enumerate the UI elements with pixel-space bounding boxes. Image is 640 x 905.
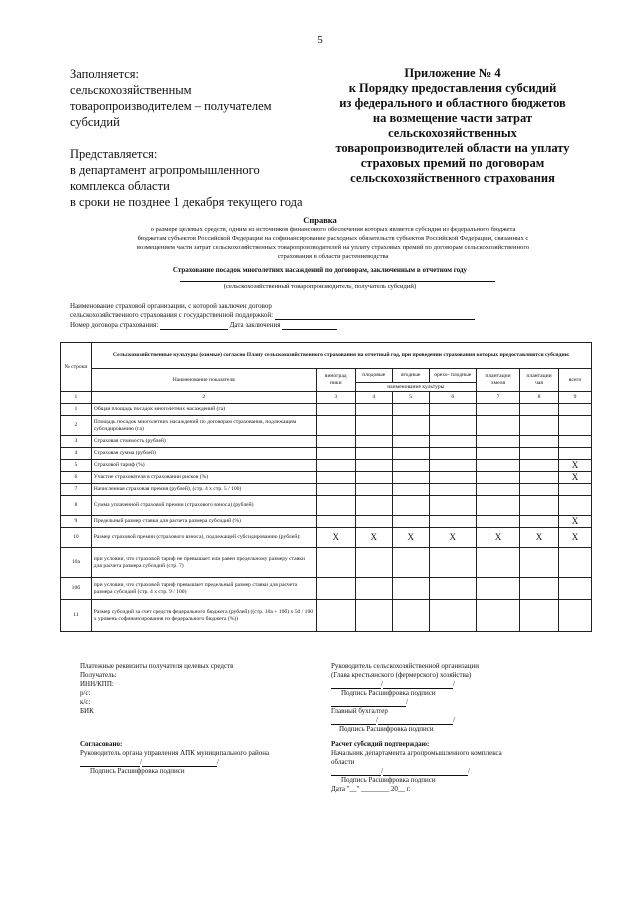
table-row bbox=[61, 600, 592, 632]
value-cell[interactable] bbox=[559, 600, 592, 632]
col-culture-name: наименование культуры bbox=[355, 383, 476, 392]
col-total-header: всего bbox=[559, 369, 592, 392]
value-cell[interactable] bbox=[520, 516, 559, 528]
value-cell[interactable] bbox=[392, 484, 429, 496]
submission-info bbox=[70, 66, 320, 210]
value-cell[interactable] bbox=[520, 404, 559, 416]
insurer-row bbox=[70, 311, 590, 320]
value-cell[interactable] bbox=[355, 460, 392, 472]
agreed-title: Согласовано: bbox=[80, 740, 123, 748]
head-signature-field[interactable] bbox=[331, 680, 381, 689]
confirmed-title: Расчет субсидий подтверждаю: bbox=[331, 740, 430, 748]
row-indicator-name: Участие страхователя в страховании рисков (%) bbox=[91, 472, 316, 484]
spravka-body bbox=[68, 225, 598, 261]
submitted-line: комплекса области bbox=[70, 179, 170, 193]
table-row bbox=[61, 516, 592, 528]
col-number: 7 bbox=[476, 392, 519, 404]
value-cell[interactable] bbox=[520, 548, 559, 578]
table-row bbox=[61, 436, 592, 448]
row-indicator-name: Размер страховой премии (страхового взноса), подлежащей субсидированию (рублей): bbox=[91, 528, 316, 548]
value-cell[interactable] bbox=[316, 404, 355, 416]
col-number: 1 bbox=[61, 392, 92, 404]
agreed-sig-caption: Подпись Расшифровка подписи bbox=[90, 767, 185, 775]
row-indicator-name: Страховая стоимость (рублей) bbox=[91, 436, 316, 448]
x-mark-cell: X bbox=[355, 528, 392, 548]
table-row bbox=[61, 578, 592, 600]
contract-no-field[interactable] bbox=[160, 321, 228, 330]
col-number: 6 bbox=[429, 392, 476, 404]
value-cell[interactable] bbox=[559, 484, 592, 496]
x-mark-cell: X bbox=[392, 528, 429, 548]
x-mark-cell: X bbox=[476, 528, 519, 548]
table-row bbox=[61, 472, 592, 484]
value-cell[interactable] bbox=[429, 416, 476, 436]
row-indicator-name: при условии, что страховой тариф превышает предельный размер ставки для расчета размера субсидий (стр. 4 х стр. 9 / 100) bbox=[91, 578, 316, 600]
appendix-line: на возмещение части затрат bbox=[372, 111, 533, 125]
submitted-line: в департамент агропромышленного bbox=[70, 163, 260, 177]
requisite-line: БИК bbox=[80, 707, 94, 715]
value-cell[interactable] bbox=[392, 448, 429, 460]
appendix-line: к Порядку предоставления субсидий bbox=[348, 81, 557, 95]
value-cell[interactable] bbox=[429, 404, 476, 416]
confirmed-block: Расчет субсидий подтверждаю: Начальник департамента агропромышленного комплекса области / / Подпись Расшифровка подписи Дата "__" ________ 20__ г. bbox=[331, 740, 591, 794]
value-cell[interactable] bbox=[520, 436, 559, 448]
x-mark-cell: X bbox=[429, 528, 476, 548]
table-row bbox=[61, 484, 592, 496]
appendix-line: из федерального и областного бюджетов bbox=[339, 96, 566, 110]
col-hops-header: плантации хмеля bbox=[476, 369, 519, 392]
row-number: 11 bbox=[61, 600, 92, 632]
value-cell[interactable] bbox=[316, 548, 355, 578]
row-number: 6 bbox=[61, 472, 92, 484]
producer-name-line[interactable] bbox=[180, 281, 495, 282]
col-tea-header: плантации чая bbox=[520, 369, 559, 392]
requisite-line: Получатель: bbox=[80, 671, 117, 679]
col-number: 4 bbox=[355, 392, 392, 404]
appendix-line: сельскохозяйственного страхования bbox=[350, 171, 555, 185]
value-cell[interactable] bbox=[355, 484, 392, 496]
spravka-title: Справка bbox=[303, 215, 337, 225]
spravka-line: бюджетам субъектов Российской Федерации на софинансирование расходных обязательств субъектов Российской Федерации, связанных с bbox=[137, 235, 529, 242]
value-cell[interactable] bbox=[429, 472, 476, 484]
agreed-name-field[interactable] bbox=[142, 758, 217, 767]
head-name-field[interactable] bbox=[383, 680, 453, 689]
value-cell[interactable] bbox=[355, 416, 392, 436]
confirmed-name-field[interactable] bbox=[383, 767, 468, 776]
payment-requisites bbox=[80, 662, 310, 716]
value-cell[interactable] bbox=[392, 416, 429, 436]
sig-blank[interactable] bbox=[331, 698, 406, 707]
value-cell[interactable] bbox=[355, 578, 392, 600]
head-sig-caption: Подпись Расшифровка подписи bbox=[341, 689, 436, 697]
value-cell[interactable] bbox=[392, 578, 429, 600]
value-cell[interactable] bbox=[316, 416, 355, 436]
requisite-line: ИНН/КПП: bbox=[80, 680, 114, 688]
spravka-line: о размере целевых средств, одним из источников финансового обеспечения которых является субсидия из федерального бюджета bbox=[150, 226, 516, 233]
submitted-line: в сроки не позднее 1 декабря текущего года bbox=[70, 195, 303, 209]
table-row bbox=[61, 448, 592, 460]
row-number: 4 bbox=[61, 448, 92, 460]
value-cell[interactable] bbox=[429, 436, 476, 448]
value-cell[interactable] bbox=[392, 496, 429, 516]
value-cell[interactable] bbox=[476, 448, 519, 460]
head-org-line2: (Глава крестьянского (фермерского) хозяйства) bbox=[331, 671, 472, 679]
agreed-block: Согласовано: Руководитель органа управления АПК муниципального района / / Подпись Расшифровка подписи bbox=[80, 740, 330, 776]
col-vineyards-header: виноград ники bbox=[316, 369, 355, 392]
value-cell[interactable] bbox=[429, 484, 476, 496]
value-cell[interactable] bbox=[520, 496, 559, 516]
value-cell[interactable] bbox=[520, 484, 559, 496]
col-number: 3 bbox=[316, 392, 355, 404]
head-org-line1: Руководитель сельскохозяйственной организации bbox=[331, 662, 479, 670]
table-row bbox=[61, 460, 592, 472]
value-cell[interactable] bbox=[476, 548, 519, 578]
value-cell[interactable] bbox=[316, 472, 355, 484]
filled-by-line: сельскохозяйственным bbox=[70, 83, 192, 97]
x-mark-cell: X bbox=[559, 516, 592, 528]
value-cell[interactable] bbox=[476, 578, 519, 600]
crops-header: Сельскохозяйственные культуры (озимые) согласно Плану сельскохозяйственного страхования на отчетный год, при проведении страхования которых предоставляются субсидии: bbox=[91, 343, 591, 369]
row-indicator-name: Сумма уплаченной страховой премии (страхового взноса) (рублей) bbox=[91, 496, 316, 516]
confirmed-line1: Начальник департамента агропромышленного комплекса bbox=[331, 749, 502, 757]
value-cell[interactable] bbox=[476, 484, 519, 496]
value-cell[interactable] bbox=[476, 600, 519, 632]
value-cell[interactable] bbox=[355, 404, 392, 416]
row-number: 7 bbox=[61, 484, 92, 496]
value-cell[interactable] bbox=[429, 600, 476, 632]
value-cell[interactable] bbox=[316, 496, 355, 516]
spravka-line: страхования в области растениеводства bbox=[277, 253, 389, 260]
value-cell[interactable] bbox=[316, 516, 355, 528]
table-row bbox=[61, 416, 592, 436]
table-row bbox=[61, 496, 592, 516]
confirmed-signature-field[interactable] bbox=[331, 767, 381, 776]
col-nut-header: орехо- плодные bbox=[429, 369, 476, 383]
row-number: 2 bbox=[61, 416, 92, 436]
value-cell[interactable] bbox=[392, 600, 429, 632]
value-cell[interactable] bbox=[392, 404, 429, 416]
chief-accountant-label: Главный бухгалтер bbox=[331, 707, 388, 715]
spravka-line: возмещением части затрат сельскохозяйственных товаропроизводителей на уплату страховых премий по договорам сельскохозяйственного bbox=[136, 244, 530, 251]
filled-by-label: Заполняется: bbox=[70, 67, 140, 81]
requisites-title: Платежные реквизиты получателя целевых средств bbox=[80, 662, 234, 670]
agreed-signature-field[interactable] bbox=[80, 758, 140, 767]
value-cell[interactable] bbox=[559, 436, 592, 448]
row-number: 9 bbox=[61, 516, 92, 528]
value-cell[interactable] bbox=[392, 436, 429, 448]
col-fruit-header: плодовые bbox=[355, 369, 392, 383]
table-row bbox=[61, 528, 592, 548]
value-cell[interactable] bbox=[520, 460, 559, 472]
value-cell[interactable] bbox=[559, 496, 592, 516]
x-mark-cell: X bbox=[520, 528, 559, 548]
value-cell[interactable] bbox=[429, 516, 476, 528]
requisite-line: р/с: bbox=[80, 689, 91, 697]
value-cell[interactable] bbox=[392, 516, 429, 528]
row-number: 3 bbox=[61, 436, 92, 448]
appendix-line: товаропроизводителей области на уплату bbox=[335, 141, 570, 155]
col-number: 2 bbox=[91, 392, 316, 404]
value-cell[interactable] bbox=[316, 600, 355, 632]
x-mark-cell: X bbox=[316, 528, 355, 548]
value-cell[interactable] bbox=[355, 448, 392, 460]
value-cell[interactable] bbox=[476, 416, 519, 436]
accountant-name-field[interactable] bbox=[378, 716, 453, 725]
value-cell[interactable] bbox=[520, 472, 559, 484]
contract-date-label: Дата заключения bbox=[229, 321, 281, 329]
value-cell[interactable] bbox=[316, 436, 355, 448]
row-number: 10 bbox=[61, 528, 92, 548]
value-cell[interactable] bbox=[520, 578, 559, 600]
insurer-line1: Наименование страховой организации, с которой заключен договор bbox=[70, 302, 272, 310]
head-org-signatures: Руководитель сельскохозяйственной организации (Глава крестьянского (фермерского) хозяйства) / / Подпись Расшифровка подписи / Главный бухгалтер / / Подпись Расшифровка подписи bbox=[331, 662, 591, 734]
spravka-subtitle: Страхование посадок многолетних насаждений по договорам, заключенным в отчетном году bbox=[172, 266, 468, 274]
appendix-line: сельскохозяйственных bbox=[388, 126, 517, 140]
value-cell[interactable] bbox=[316, 578, 355, 600]
row-number: 1 bbox=[61, 404, 92, 416]
value-cell[interactable] bbox=[559, 416, 592, 436]
value-cell[interactable] bbox=[392, 460, 429, 472]
value-cell[interactable] bbox=[316, 448, 355, 460]
row-indicator-name: Общая площадь посадок многолетних насаждений (га) bbox=[91, 404, 316, 416]
value-cell[interactable] bbox=[476, 436, 519, 448]
col-number: 9 bbox=[559, 392, 592, 404]
value-cell[interactable] bbox=[559, 548, 592, 578]
agreed-line1: Руководитель органа управления АПК муниципального района bbox=[80, 749, 270, 757]
row-indicator-name: Размер субсидий за счет средств федерального бюджета (рублей) ((стр. 10а + 10б) х 50 / 100 х уровень софинансирования из федерального бюджета (%)) bbox=[91, 600, 316, 632]
value-cell[interactable] bbox=[476, 516, 519, 528]
value-cell[interactable] bbox=[355, 548, 392, 578]
value-cell[interactable] bbox=[559, 404, 592, 416]
table-row bbox=[61, 404, 592, 416]
accountant-signature-field[interactable] bbox=[331, 716, 376, 725]
row-indicator-name: Предельный размер ставки для расчета размера субсидий (%) bbox=[91, 516, 316, 528]
value-cell[interactable] bbox=[476, 472, 519, 484]
x-mark-cell: X bbox=[559, 528, 592, 548]
value-cell[interactable] bbox=[429, 578, 476, 600]
value-cell[interactable] bbox=[316, 484, 355, 496]
value-cell[interactable] bbox=[355, 496, 392, 516]
value-cell[interactable] bbox=[429, 548, 476, 578]
value-cell[interactable] bbox=[429, 448, 476, 460]
value-cell[interactable] bbox=[559, 448, 592, 460]
row-number: 8 bbox=[61, 496, 92, 516]
insurer-field[interactable] bbox=[275, 311, 475, 320]
row-indicator-name: Страховой тариф (%) bbox=[91, 460, 316, 472]
row-number: 10б bbox=[61, 578, 92, 600]
accountant-sig-caption: Подпись Расшифровка подписи bbox=[339, 725, 434, 733]
value-cell[interactable] bbox=[355, 436, 392, 448]
value-cell[interactable] bbox=[316, 460, 355, 472]
producer-caption: (сельскохозяйственный товаропроизводитель, получатель субсидий) bbox=[223, 283, 417, 290]
subsidy-table bbox=[60, 342, 592, 632]
value-cell[interactable] bbox=[355, 472, 392, 484]
appendix-header bbox=[315, 66, 590, 186]
x-mark-cell: X bbox=[559, 460, 592, 472]
value-cell[interactable] bbox=[559, 578, 592, 600]
filled-by-line: товаропроизводителем – получателем bbox=[70, 99, 272, 113]
filled-by-line: субсидий bbox=[70, 115, 120, 129]
col-number: 5 bbox=[392, 392, 429, 404]
col-number: 8 bbox=[520, 392, 559, 404]
confirmed-line2: области bbox=[331, 758, 355, 766]
value-cell[interactable] bbox=[429, 460, 476, 472]
col-berry-header: ягодные bbox=[392, 369, 429, 383]
value-cell[interactable] bbox=[476, 404, 519, 416]
contract-no-label: Номер договора страхования: bbox=[70, 321, 159, 329]
appendix-line: страховых премий по договорам bbox=[360, 156, 545, 170]
value-cell[interactable] bbox=[520, 448, 559, 460]
x-mark-cell: X bbox=[559, 472, 592, 484]
col-row-number-header: № строки bbox=[61, 343, 92, 392]
value-cell[interactable] bbox=[520, 600, 559, 632]
requisite-line: к/с: bbox=[80, 698, 91, 706]
insurer-line2: сельскохозяйственного страхования с государственной поддержкой: bbox=[70, 311, 274, 319]
submitted-label: Представляется: bbox=[70, 147, 158, 161]
value-cell[interactable] bbox=[355, 600, 392, 632]
table-row bbox=[61, 548, 592, 578]
contract-row bbox=[70, 321, 590, 330]
page-number: 5 bbox=[317, 34, 323, 46]
confirmed-date: Дата "__" ________ 20__ г. bbox=[331, 785, 411, 793]
value-cell[interactable] bbox=[520, 416, 559, 436]
row-indicator-name: Страховая сумма (рублей) bbox=[91, 448, 316, 460]
value-cell[interactable] bbox=[392, 472, 429, 484]
value-cell[interactable] bbox=[355, 516, 392, 528]
appendix-title: Приложение № 4 bbox=[404, 66, 501, 80]
row-number: 10а bbox=[61, 548, 92, 578]
confirmed-sig-caption: Подпись Расшифровка подписи bbox=[341, 776, 436, 784]
col-indicator-header: Наименование показателя bbox=[91, 369, 316, 392]
row-indicator-name: Начисленная страховая премия (рублей), (стр. 4 х стр. 5 / 100) bbox=[91, 484, 316, 496]
value-cell[interactable] bbox=[429, 496, 476, 516]
value-cell[interactable] bbox=[476, 496, 519, 516]
value-cell[interactable] bbox=[392, 548, 429, 578]
row-indicator-name: Площадь посадок многолетних насаждений по договорам страхования, подлежащим субсидированию (га) bbox=[91, 416, 316, 436]
contract-date-field[interactable] bbox=[282, 321, 337, 330]
row-number: 5 bbox=[61, 460, 92, 472]
value-cell[interactable] bbox=[476, 460, 519, 472]
row-indicator-name: при условии, что страховой тариф не превышает или равен предельному размеру ставки для расчета размера субсидий (стр. 7) bbox=[91, 548, 316, 578]
